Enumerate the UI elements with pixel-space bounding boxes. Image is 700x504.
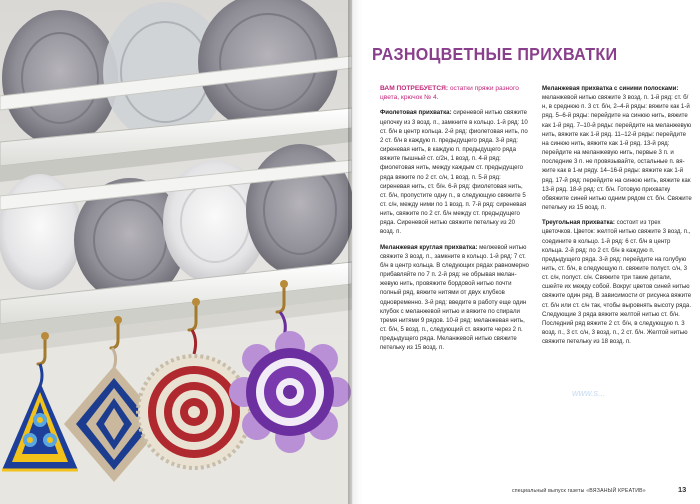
instruction-purple [380, 108, 530, 236]
instruction-text: меланжевой нитью свяжите 3 возд. п. 1-й ряд: ст. б/н, в среднюю п. 3 ст. б/н, 2–4-й ряды: вяжите как 1-й ряд. 5–6-й ряды: перейдите на синюю нить, вяжите как 1-й ряд. 7–10-й ряды: перейдите на меланжевую нить, вяжите как 1-й ряд. 11–12-й ряды: перейдите на синюю нить, вяжите как 1-й ряд. 13-й ряд: перейдите на меланжевую нить, первые 3 п. и последние 3 п. не провязывайте, остальные п. вяжите как в 1-м ряду. 14–16-й ряды: вяжите как 1-й ряд. 17-й ряд: перейдите на синюю нить, вяжите как 13-й ряд. 18-й ряд: ст. б/н. Готовую прихватку обвяжите синей нитью одним рядом ст. б/н. Свяжите петельку из 15 возд. п. [542, 94, 692, 212]
page-number: 13 [678, 485, 687, 494]
instruction-text: состоит из трех цветочков. Цветок: желтой нитью свяжите 3 возд. п., соедините в кольцо. 1-й ряд: 6 ст. б/н в центр кольца. 2-й ряд: по 2 ст. б/н в каждую п. предыдущего ряда. 3-й ряд: перейдите на голубую нить, ст. б/н, в следующую п. свяжите полуст. с/н, 3 ст. с/н, полуст. с/н. Свяжите три такие детали, сшейте их между собой. Вокруг цветов синей нитью свяжите один ряд. В зависимости от рисунка вяжите ст. б/н или ст. с/н так, чтобы выровнять высоту ряда. Следующие 3 ряда вяжите желтой нитью ст. б/н. Последний ряд вяжите 2 ст. б/н, в следующую п. 3 возд. п., 3 ст. с/н, 3 возд. п., 2 ст. б/н. Желтой нитью свяжите петельку из 18 возд. п. [542, 219, 692, 346]
text-column-right [542, 84, 692, 352]
instruction-melange-round [380, 243, 530, 353]
instruction-melange-stripes [542, 84, 692, 212]
instruction-triangle [542, 218, 692, 346]
page-gutter [348, 0, 362, 504]
text-column-left [380, 84, 530, 358]
instruction-heading: Меланжевая круглая прихватка: [380, 243, 478, 251]
materials-label: ВАМ ПОТРЕБУЕТСЯ: [380, 85, 449, 92]
instruction-heading: Меланжевая прихватка с синими полосками: [542, 85, 679, 92]
instruction-heading: Фиолетовая прихватка: [380, 109, 452, 117]
article-page [362, 0, 700, 504]
instruction-text: сиреневой нитью свяжите цепочку из 3 возд. п., замкните в кольцо. 1-й ряд: 10 ст. б/н в центр кольца. 2-й ряд: фиолетовая нить, по 2 ст. б/н в каждую п. предыдущего ряда. 3-й ряд: сиреневая нить, в каждую п. предыдущего ряда вяжите пышный ст. с/2н, 1 возд. п. 4-й ряд: фиолетовая нить, между каждым ст. предыдущего ряда вяжите по 2 ст. с/н, 1 возд. п. 5-й ряд: сиреневая нить, ст. б/н. 6-й ряд: фиолетовая нить, ст. б/н, пропустите одну п., в следующую свяжите 5 ст. с/н, между ними по 1 возд. п. 7-й ряд: сиреневая нить, свяжите по 2 ст. б/н между ст. предыдущего ряда. Сиреневой нитью свяжите петельку из 20 возд. п. [380, 109, 528, 236]
page-footer: специальный выпуск газеты «ВЯЗАНЫЙ КРЕАТИВ» [512, 488, 646, 494]
instruction-heading: Треугольная прихватка: [542, 219, 615, 227]
materials-needed [380, 84, 530, 102]
site-watermark: www.s... [572, 388, 606, 398]
instruction-text: мелжевой нитью свяжите 3 возд. п., замкните в кольцо. 1-й ряд: 7 ст. б/н в центр кольца. В следующих рядах равномерно прибавляйте по 7 п. 2-й ряд: не обрывая меланжевую нить, провяжите бордовой нитью почти полный ряд, вяжите нитями от двух клубков одновременно. 3-й ряд: введите в работу еще один клубок с меланжевой нитью и вяжите по спирали тремя нитями 9 рядов. 10-й ряд: меланжевая нить, ст. б/н, 5 возд. п., следующий ст. вяжите через 2 п. предыдущего ряда. Меланжевой нитью свяжите петельку из 15 возд. п. [380, 243, 529, 352]
article-title: РАЗНОЦВЕТНЫЕ ПРИХВАТКИ [372, 44, 618, 64]
materials-text: остатки пряжи разного цвета, крючок № 4. [380, 85, 519, 102]
